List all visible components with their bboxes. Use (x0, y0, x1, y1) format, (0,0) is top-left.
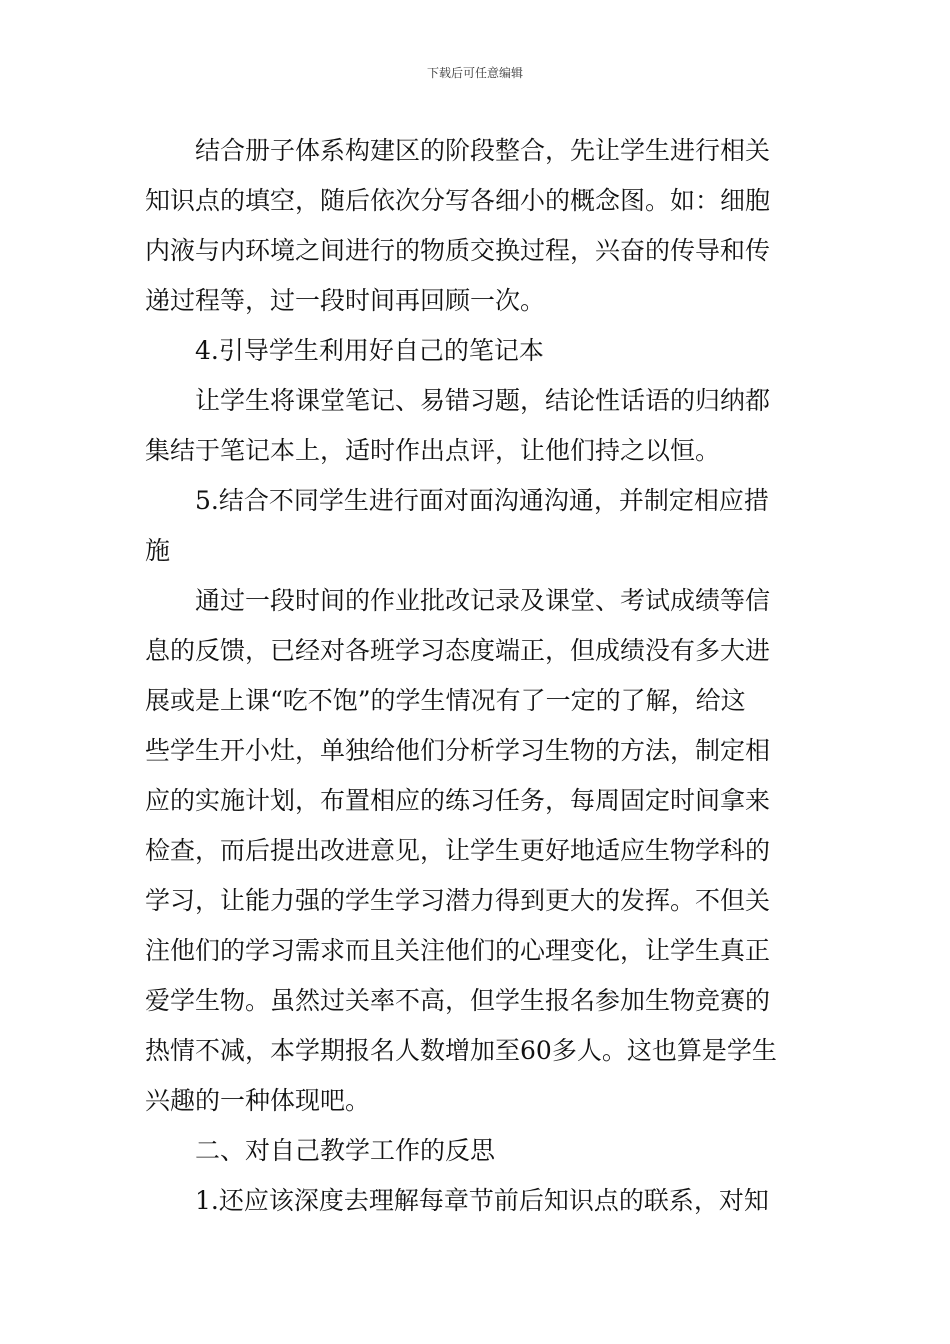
paragraph-line: 结合册子体系构建区的阶段整合，先让学生进行相关 (195, 136, 771, 165)
section-heading-continuation: 施 (145, 536, 171, 565)
paragraph-line: 爱学生物。虽然过关率不高，但学生报名参加生物竞赛的 (145, 986, 771, 1015)
paragraph-line: 集结于笔记本上，适时作出点评，让他们持之以恒。 (145, 436, 721, 465)
paragraph-line: 兴趣的一种体现吧。 (145, 1086, 371, 1115)
section-heading: 二、对自己教学工作的反思 (195, 1136, 496, 1165)
page-header: 下载后可任意编辑 (426, 66, 523, 80)
paragraph-line: 通过一段时间的作业批改记录及课堂、考试成绩等信 (195, 586, 771, 615)
paragraph-line: 知识点的填空，随后依次分写各细小的概念图。如：细胞 (145, 186, 771, 215)
paragraph-line: 让学生将课堂笔记、易错习题，结论性话语的归纳都 (195, 386, 771, 415)
section-heading: 4.引导学生利用好自己的笔记本 (195, 336, 544, 365)
paragraph-line: 学习，让能力强的学生学习潜力得到更大的发挥。不但关 (145, 886, 771, 915)
paragraph-line: 检查，而后提出改进意见，让学生更好地适应生物学科的 (145, 836, 771, 865)
section-heading: 5.结合不同学生进行面对面沟通沟通，并制定相应措 (195, 486, 769, 515)
paragraph-line: 内液与内环境之间进行的物质交换过程，兴奋的传导和传 (145, 236, 771, 265)
paragraph-line: 热情不减，本学期报名人数增加至60多人。这也算是学生 (145, 1036, 777, 1065)
paragraph-line: 些学生开小灶，单独给他们分析学习生物的方法，制定相 (145, 736, 771, 765)
paragraph-line: 应的实施计划，布置相应的练习任务，每周固定时间拿来 (145, 786, 771, 815)
paragraph-line: 展或是上课“吃不饱”的学生情况有了一定的了解，给这 (145, 686, 746, 715)
paragraph-line: 递过程等，过一段时间再回顾一次。 (145, 286, 546, 315)
paragraph-line: 注他们的学习需求而且关注他们的心理变化，让学生真正 (145, 936, 771, 965)
section-heading: 1.还应该深度去理解每章节前后知识点的联系，对知 (195, 1186, 769, 1215)
document-body (145, 126, 810, 1226)
paragraph-line: 息的反馈，已经对各班学习态度端正，但成绩没有多大进 (145, 636, 771, 665)
